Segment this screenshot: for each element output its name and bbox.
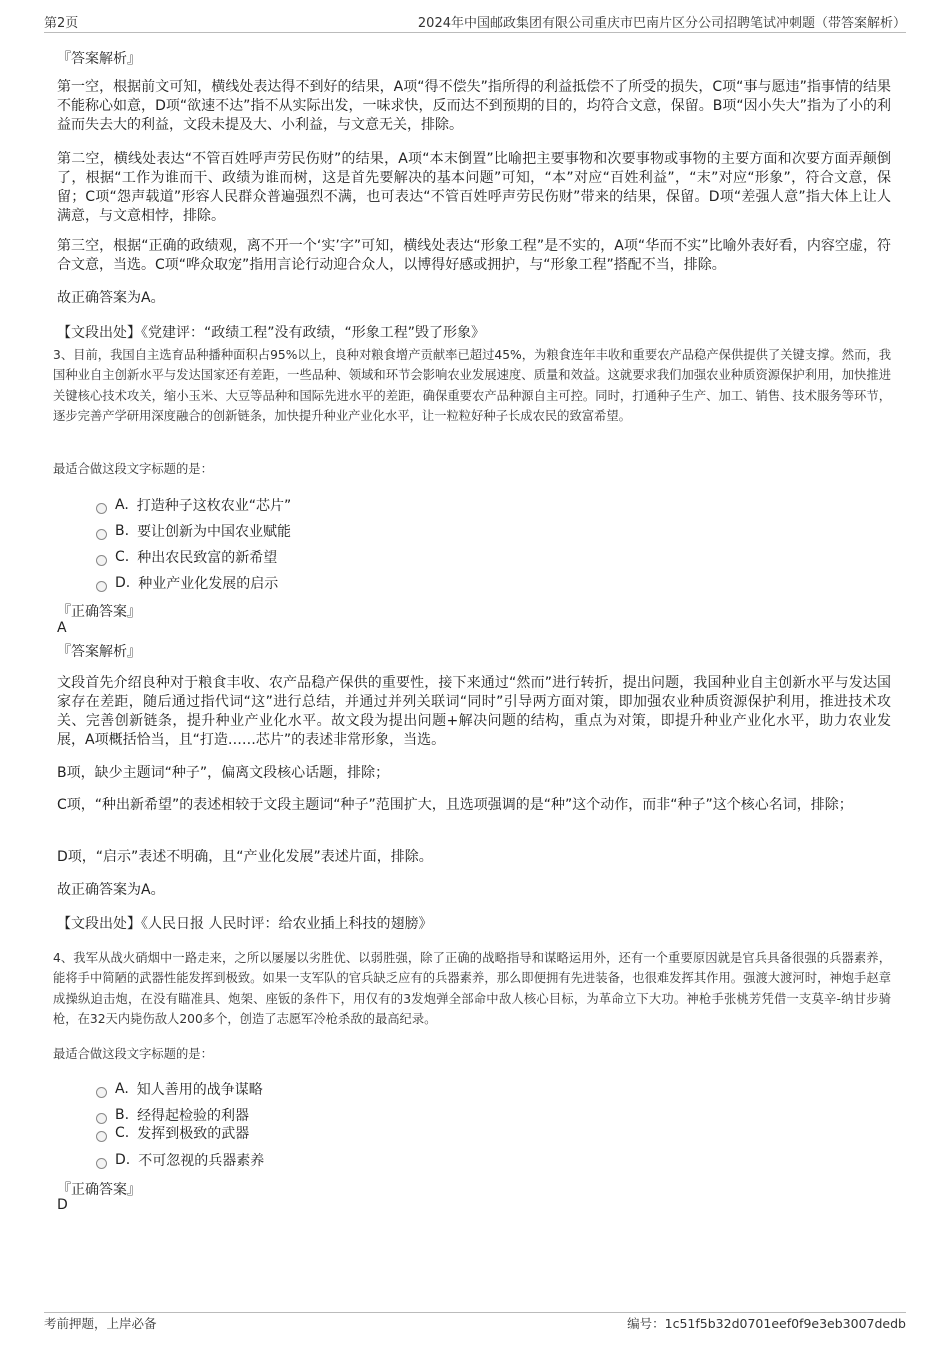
analysis-paragraph: C项，“种出新希望”的表述相较于文段主题词“种子”范围扩大，且选项强调的是“种”这个动作，而非“种子”这个核心名词，排除； [57,797,853,813]
option-text: 打造种子这枚农业“芯片” [136,498,292,514]
option-d[interactable] [96,1150,264,1170]
option-key: C. [115,549,130,565]
radio-icon[interactable] [96,1113,107,1124]
header-divider [44,32,906,33]
question-prompt: 最适合做这段文字标题的是： [53,1047,213,1061]
option-c[interactable] [96,547,277,567]
option-text: 经得起检验的利器 [137,1108,250,1124]
analysis-paragraph: 第三空，根据“正确的政绩观，离不开一个‘实’字”可知，横线处表达“形象工程”是不实的，A项“华而不实”比喻外表好看，内容空虚，符合文意，当选。C项“哗众取宠”指用言论行动迎合众人，以博得好感或拥护，与“形象工程”搭配不当，排除。 [57,238,891,273]
option-text: 种业产业化发展的启示 [138,576,279,592]
radio-icon[interactable] [96,503,107,514]
analysis-conclusion: 故正确答案为A。 [57,882,165,898]
option-key: B. [115,523,130,539]
correct-answer-label: 『正确答案』 [57,604,141,620]
correct-answer-label: 『正确答案』 [57,1182,141,1198]
footer-slogan: 考前押题，上岸必备 [44,1316,157,1331]
option-a[interactable] [96,1079,263,1099]
page-number: 第2页 [44,16,79,31]
analysis-label: 『答案解析』 [57,644,141,660]
radio-icon[interactable] [96,1087,107,1098]
option-d[interactable] [96,573,278,593]
analysis-paragraph: B项，缺少主题词“种子”，偏离文段核心话题，排除； [57,765,390,781]
question-prompt: 最适合做这段文字标题的是： [53,462,213,476]
radio-icon[interactable] [96,1131,107,1142]
footer-divider [44,1312,906,1313]
option-key: D. [115,575,131,591]
analysis-paragraph: 第二空，横线处表达“不管百姓呼声劳民伤财”的结果，A项“本末倒置”比喻把主要事物和次要事物或事物的主要方面和次要方面弄颠倒了，根据“工作为谁而干、政绩为谁而树，这是首先要解决的基本问题”可知，“本”对应“百姓利益”，“末”对应“形象”，符合文意，保留；C项“怨声载道”形容人民群众普遍强烈不满，也可表达“不管百姓呼声劳民伤财”带来的结果，保留。D项“差强人意”指大体上让人满意，与文意相悖，排除。 [57,151,891,224]
option-text: 种出农民致富的新希望 [137,550,278,566]
analysis-paragraph: 文段首先介绍良种对于粮食丰收、农产品稳产保供的重要性，接下来通过“然而”进行转折，提出问题，我国种业自主创新水平与发达国家存在差距，随后通过指代词“这”进行总结，并通过并列关联词“同时”引导两方面对策，即加强农业种质资源保护利用，推进技术攻关、完善创新链条，提升种业产业化水平。故文段为提出问题+解决问题的结构，重点为对策，即提升种业产业化水平，助力农业发展，A项概括恰当，且“打造……芯片”的表述非常形象，当选。 [57,675,891,748]
analysis-paragraph: D项，“启示”表述不明确，且“产业化发展”表述片面，排除。 [57,849,433,865]
option-key: A. [115,497,129,513]
correct-answer: A [57,620,67,636]
question-3-text: 3、目前，我国自主选育品种播种面积占95%以上，良种对粮食增产贡献率已超过45%，为粮食连年丰收和重要农产品稳产保供提供了关键支撑。然而，我国种业自主创新水平与发达国家还有差距，一些品种、领域和环节会影响农业发展速度、质量和效益。这就要求我们加强农业种质资源保护利用，加快推进关键核心技术攻关，缩小玉米、大豆等品种和国际先进水平的差距，确保重要农产品种源自主可控。同时，打通种子生产、加工、销售、技术服务等环节，逐步完善产学研用深度融合的创新链条，加快提升种业产业化水平，让一粒粒好种子长成农民的致富希望。 [53,348,891,423]
option-key: B. [115,1107,130,1123]
option-text: 要让创新为中国农业赋能 [137,524,292,540]
option-key: D. [115,1152,131,1168]
question-4-text: 4、我军从战火硝烟中一路走来，之所以屡屡以劣胜优、以弱胜强，除了正确的战略指导和谋略运用外，还有一个重要原因就是官兵具备很强的兵器素养，能将手中简陋的武器性能发挥到极致。如果一支军队的官兵缺乏应有的兵器素养，那么即便拥有先进装备，也很难发挥其作用。强渡大渡河时，神炮手赵章成操纵迫击炮，在没有瞄准具、炮架、座钣的条件下，用仅有的3发炮弹全部命中敌人核心目标，为革命立下大功。神枪手张桃芳凭借一支莫辛-纳甘步骑枪，在32天内毙伤敌人200多个，创造了志愿军冷枪杀敌的最高纪录。 [53,951,891,1026]
passage-source: 【文段出处】《党建评：“政绩工程”没有政绩，“形象工程”毁了形象》 [57,325,486,341]
option-b[interactable] [96,1105,249,1125]
passage-source: 【文段出处】《人民日报 人民时评：给农业插上科技的翅膀》 [57,916,433,932]
document-code: 编号：1c51f5b32d0701eef0f9e3eb3007dedb [627,1316,906,1331]
document-title: 2024年中国邮政集团有限公司重庆市巴南片区分公司招聘笔试冲刺题（带答案解析） [417,16,906,31]
option-key: C. [115,1125,130,1141]
analysis-conclusion: 故正确答案为A。 [57,290,165,306]
radio-icon[interactable] [96,1158,107,1169]
option-c[interactable] [96,1123,249,1143]
radio-icon[interactable] [96,581,107,592]
option-b[interactable] [96,521,291,541]
correct-answer: D [57,1197,68,1213]
option-key: A. [115,1081,129,1097]
option-text: 知人善用的战争谋略 [136,1082,263,1098]
option-text: 不可忽视的兵器素养 [138,1153,265,1169]
radio-icon[interactable] [96,555,107,566]
analysis-paragraph: 第一空，根据前文可知，横线处表达得不到好的结果，A项“得不偿失”指所得的利益抵偿不了所受的损失，C项“事与愿违”指事情的结果不能称心如意，D项“欲速不达”指不从实际出发，一味求快，反而达不到预期的目的，均符合文意，保留。B项“因小失大”指为了小的利益而失去大的利益，文段未提及大、小利益，与文意无关，排除。 [57,79,891,133]
analysis-label: 『答案解析』 [57,51,141,67]
radio-icon[interactable] [96,529,107,540]
option-a[interactable] [96,495,291,515]
option-text: 发挥到极致的武器 [137,1126,250,1142]
